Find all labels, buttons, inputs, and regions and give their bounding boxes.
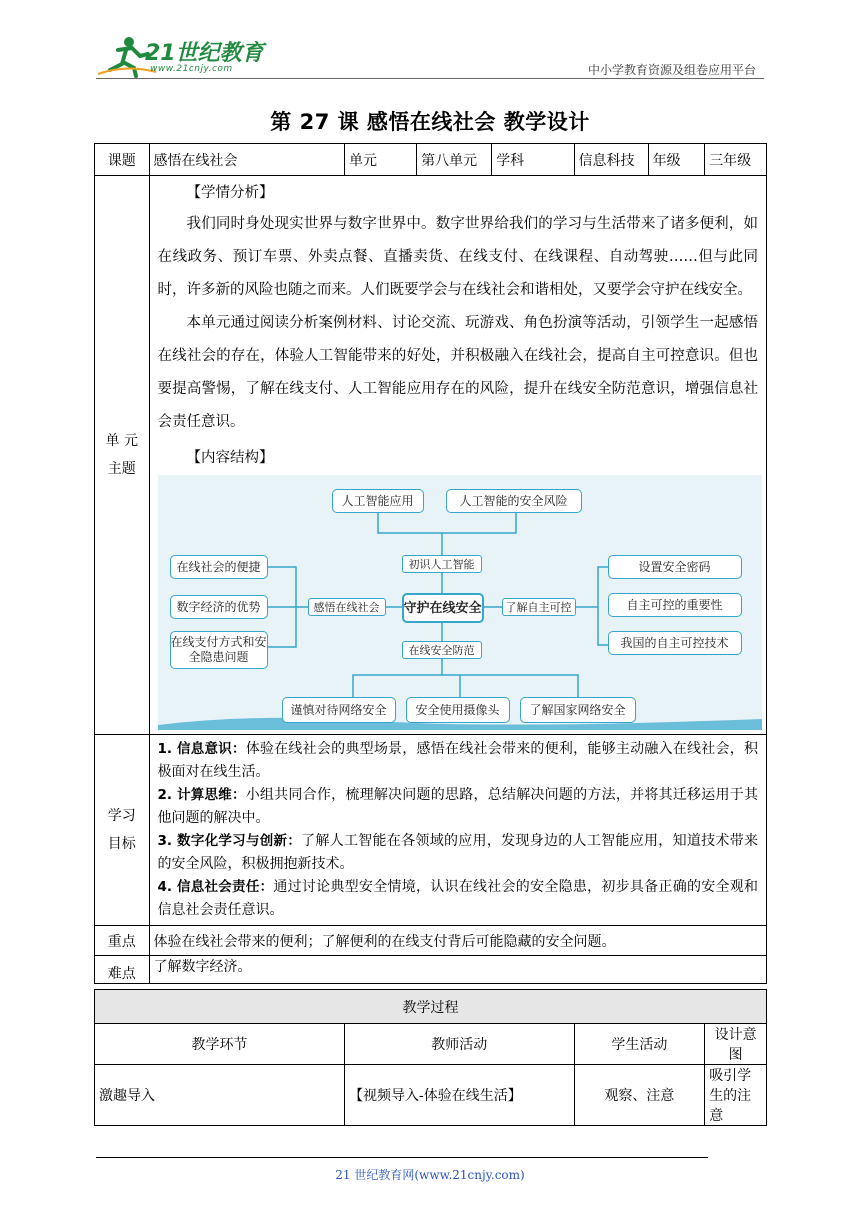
col-stage-label: 教学环节 xyxy=(191,1037,248,1053)
goal-title: 1. 信息意识： xyxy=(157,741,246,757)
page-title: 第 27 课 感悟在线社会 教学设计 xyxy=(270,110,590,134)
analysis-heading: 【学情分析】 xyxy=(186,185,274,201)
diagram-safety-prevention: 在线安全防范 xyxy=(402,641,482,659)
diagram-cautious-network: 谨慎对待网络安全 xyxy=(282,697,396,723)
row-student: 观察、注意 xyxy=(574,1065,705,1126)
diagram-control-importance: 自主可控的重要性 xyxy=(608,593,742,617)
row-intent: 吸引学生的注意 xyxy=(705,1065,767,1126)
lesson-plan-table xyxy=(94,143,767,1126)
diagram-center-guard-safety: 守护在线安全 xyxy=(402,593,484,623)
process-title: 教学过程 xyxy=(95,990,767,1024)
diagram-digital-economy: 数字经济的优势 xyxy=(170,595,268,619)
row-teacher: 【视频导入-体验在线生活】 xyxy=(345,1065,574,1126)
col-student: 学生活动 xyxy=(574,1024,705,1065)
subject-label: 学科 xyxy=(492,144,574,176)
topic-value: 感悟在线社会 xyxy=(149,144,345,176)
diagram-online-payment: 在线支付方式和安全隐患问题 xyxy=(170,631,268,669)
difficulty-text: 了解数字经济。 xyxy=(149,956,766,984)
unit-theme-label-line2: 主题 xyxy=(107,461,136,477)
goals-label-line2: 目标 xyxy=(107,836,136,852)
content-structure-diagram xyxy=(158,475,762,730)
footer-text: 21 世纪教育网(www.21cnjy.com) xyxy=(335,1168,525,1182)
goals-row xyxy=(95,735,767,926)
grade-value: 三年级 xyxy=(705,144,767,176)
logo-text: 21世纪教育 xyxy=(145,41,264,66)
analysis-paragraph-2: 本单元通过阅读分析案例材料、讨论交流、玩游戏、角色扮演等活动，引领学生一起感悟在线社会的存在，体验人工智能带来的好处，并积极融入在线社会，提高自主可控意识。但也要提高警惕，了解在线支付、人工智能应用存在的风险，提升在线安全防范意识，增强信息社会责任意识。 xyxy=(157,315,758,430)
diagram-ai-application: 人工智能应用 xyxy=(332,489,424,513)
diagram-domestic-tech: 我国的自主可控技术 xyxy=(608,631,742,655)
header-divider xyxy=(96,78,764,79)
goal-text: 体验在线社会的典型场景，感悟在线社会带来的便利，能够主动融入在线社会，积极面对在线生活。 xyxy=(157,741,758,780)
diagram-set-password: 设置安全密码 xyxy=(608,555,742,579)
key-point-row xyxy=(95,926,767,956)
process-header-row xyxy=(95,1024,767,1065)
footer-divider xyxy=(96,1157,708,1158)
logo-url: www.21cnjy.com xyxy=(150,64,233,74)
diagram-convenience: 在线社会的便捷 xyxy=(170,555,268,579)
col-stage xyxy=(95,1024,345,1065)
topic-label: 课题 xyxy=(95,144,150,176)
difficulty-row xyxy=(95,956,767,984)
process-title-row xyxy=(95,990,767,1024)
col-teacher: 教师活动 xyxy=(345,1024,574,1065)
goal-title: 2. 计算思维： xyxy=(157,787,246,803)
unit-label: 单元 xyxy=(345,144,417,176)
key-point-text: 体验在线社会带来的便利；了解便利的在线支付背后可能隐藏的安全问题。 xyxy=(149,926,766,956)
diagram-intro-ai: 初识人工智能 xyxy=(402,555,482,573)
platform-name: 中小学教育资源及组卷应用平台 xyxy=(587,63,756,77)
grade-label: 年级 xyxy=(648,144,705,176)
goal-item xyxy=(158,830,758,876)
analysis-paragraph-1: 我们同时身处现实世界与数字世界中。数字世界给我们的学习与生活带来了诸多便利，如在线政务、预订车票、外卖点餐、直播卖货、在线支付、在线课程、自动驾驶……但与此同时，许多新的风险也随之而来。人们既要学会与在线社会和谐相处，又要学会守护在线安全。 xyxy=(157,216,758,298)
goal-item xyxy=(158,738,758,784)
col-intent: 设计意图 xyxy=(705,1024,767,1065)
goals-content xyxy=(149,735,766,926)
process-row xyxy=(95,1065,767,1126)
subject-value: 信息科技 xyxy=(574,144,648,176)
diagram-feel-online-society: 感悟在线社会 xyxy=(308,598,386,616)
goals-label xyxy=(95,735,150,926)
goal-text: 小组共同合作，梳理解决问题的思路，总结解决问题的方法，并将其迁移运用于其他问题的解决中。 xyxy=(157,787,758,826)
goal-title: 3. 数字化学习与创新： xyxy=(157,833,302,849)
goal-item xyxy=(158,876,758,922)
goal-text: 通过讨论典型安全情境，认识在线社会的安全隐患，初步具备正确的安全观和信息社会责任意识。 xyxy=(157,879,758,918)
goal-item xyxy=(158,784,758,830)
diagram-ai-risk: 人工智能的安全风险 xyxy=(446,489,582,513)
goal-title: 4. 信息社会责任： xyxy=(157,879,274,895)
diagram-use-camera: 安全使用摄像头 xyxy=(406,697,510,723)
unit-theme-label-line1: 单 元 xyxy=(105,433,138,449)
goal-text: 了解人工智能在各领域的应用，发现身边的人工智能应用，知道技术带来的安全风险，积极拥抱新技术。 xyxy=(157,833,758,872)
unit-value: 第八单元 xyxy=(417,144,492,176)
unit-theme-content xyxy=(149,176,766,735)
row-stage: 激趣导入 xyxy=(95,1065,345,1126)
unit-theme-row xyxy=(95,176,767,735)
difficulty-label: 难点 xyxy=(95,956,150,984)
diagram-autonomous-control: 了解自主可控 xyxy=(502,598,576,616)
info-row xyxy=(95,144,767,176)
structure-heading: 【内容结构】 xyxy=(186,450,274,466)
goals-label-line1: 学习 xyxy=(107,808,136,824)
unit-theme-label xyxy=(95,176,150,735)
key-point-label: 重点 xyxy=(95,926,150,956)
diagram-national-security: 了解国家网络安全 xyxy=(520,697,636,723)
